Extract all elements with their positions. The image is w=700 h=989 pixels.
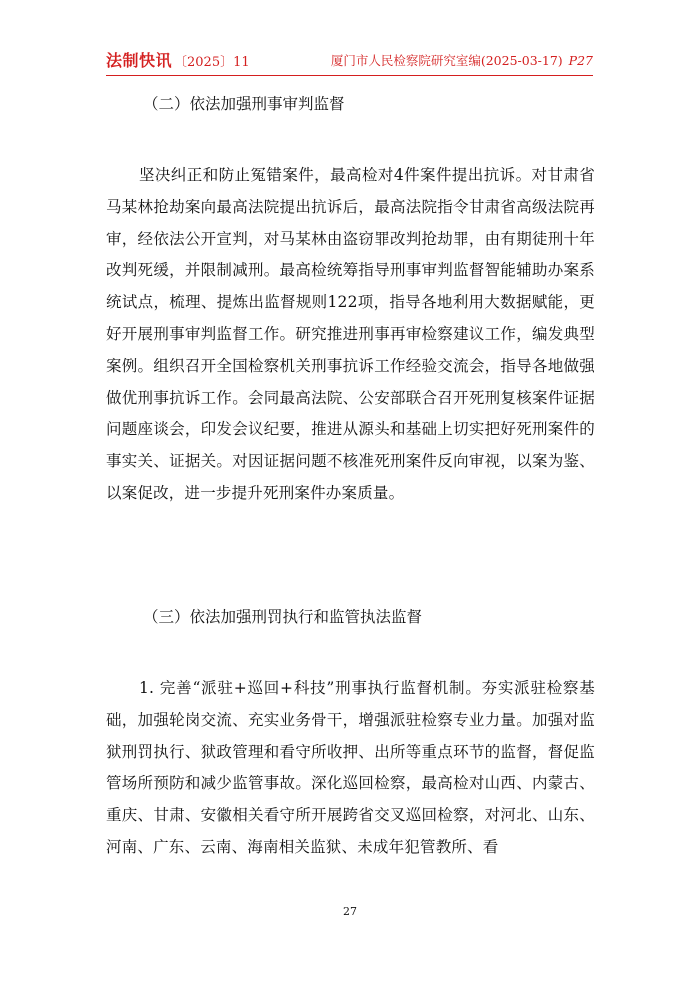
section-heading-penalty-execution [106,605,595,629]
header-source-group [331,50,593,72]
header-divider [106,75,593,76]
page-header [106,50,593,72]
section-heading-criminal-trial [106,92,595,116]
page-number: 27 [343,905,357,918]
publisher-source: 厦门市人民检察院研究室编(2025-03-17) [330,53,563,68]
section-heading: （三）依法加强刑罚执行和监管执法监督 [143,608,423,626]
section-body-penalty-execution [106,673,595,864]
section-body-criminal-trial [106,160,595,510]
header-page-tag: P27 [568,53,593,68]
header-title-group [106,50,250,74]
body-paragraph: 1. 完善“派驻+巡回+科技”刑事执行监督机制。夯实派驻检察基础，加强轮岗交流、充实业务骨干，增强派驻检察专业力量。加强对监狱刑罚执行、狱政管理和看守所收押、出所等重点环节的监督，督促监管场所预防和减少监管事故。深化巡回检察，最高检对山西、内蒙古、重庆、甘肃、安徽相关看守所开展跨省交叉巡回检察，对河北、山东、河南、广东、云南、海南相关监狱、未成年犯管教所、看 [106,679,595,856]
body-paragraph: 坚决纠正和防止冤错案件，最高检对4件案件提出抗诉。对甘肃省马某林抢劫案向最高法院提出抗诉后，最高法院指令甘肃省高级法院再审，经依法公开宣判，对马某林由盗窃罪改判抢劫罪，由有期徒刑十年改判死缓，并限制减刑。最高检统筹指导刑事审判监督智能辅助办案系统试点，梳理、提炼出监督规则122项，指导各地利用大数据赋能，更好开展刑事审判监督工作。研究推进刑事再审检察建议工作，编发典型案例。组织召开全国检察机关刑事抗诉工作经验交流会，指导各地做强做优刑事抗诉工作。会同最高法院、公安部联合召开死刑复核案件证据问题座谈会，印发会议纪要，推进从源头和基础上切实把好死刑案件的事实关、证据关。对因证据问题不核准死刑案件反向审视，以案为鉴、以案促改，进一步提升死刑案件办案质量。 [106,166,595,502]
section-heading: （二）依法加强刑事审判监督 [143,95,345,113]
issue-number: 〔2025〕11 [174,55,250,70]
newsletter-brand: 法制快讯 [106,51,173,70]
